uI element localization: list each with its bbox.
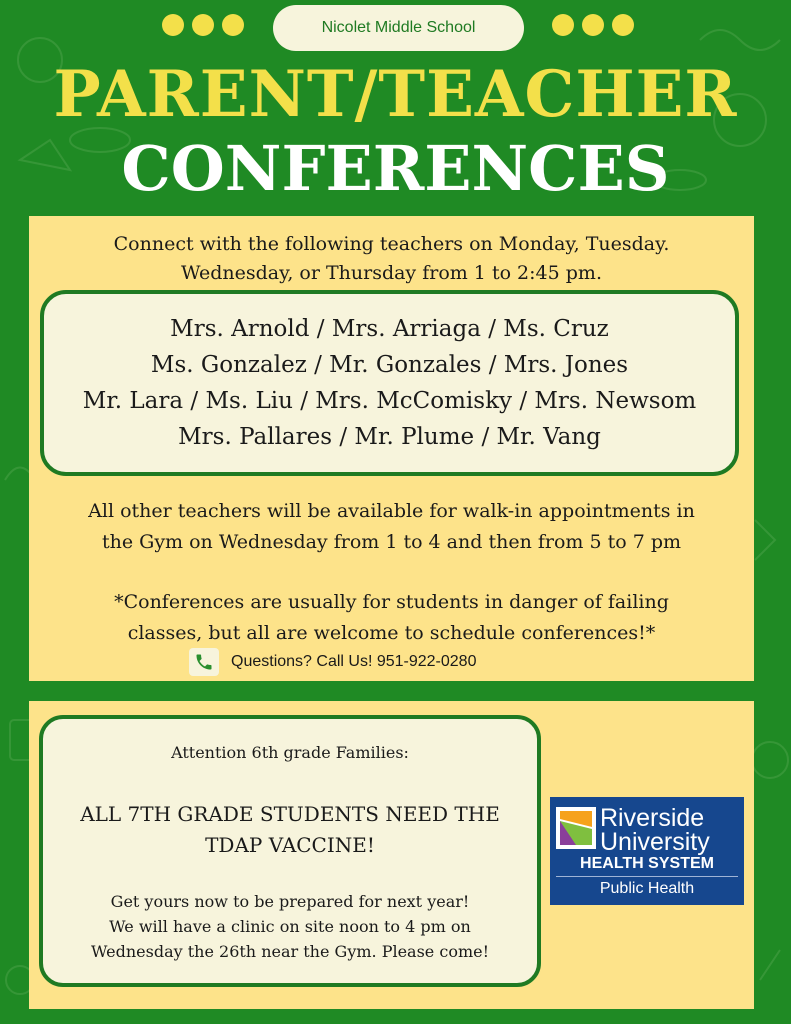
conference-note — [29, 587, 754, 649]
dot — [582, 14, 604, 36]
vaccine-headline-line: ALL 7TH GRADE STUDENTS NEED THE — [80, 802, 500, 826]
logo-text: HEALTH SYSTEM — [580, 855, 714, 872]
school-name-badge: Nicolet Middle School — [273, 5, 524, 51]
logo-text: Public Health — [599, 880, 695, 897]
intro-text — [29, 230, 754, 288]
walkin-text — [29, 496, 754, 558]
logo-mark-icon — [554, 805, 598, 851]
contact-phone-text: Questions? Call Us! 951-922-0280 — [231, 653, 477, 670]
contact-row — [189, 648, 476, 676]
logo-text: Riverside — [600, 804, 705, 832]
dot — [612, 14, 634, 36]
note-line: *Conferences are usually for students in danger of failing — [114, 591, 669, 613]
conference-info-panel — [29, 216, 754, 681]
dot — [162, 14, 184, 36]
dot — [552, 14, 574, 36]
dot — [222, 14, 244, 36]
logo-text: University — [600, 828, 710, 856]
intro-line: Connect with the following teachers on Monday, Tuesday. — [113, 233, 670, 255]
walkin-line: the Gym on Wednesday from 1 to 4 and then from 5 to 7 pm — [101, 531, 682, 553]
note-line: classes, but all are welcome to schedule conferences!* — [127, 622, 656, 644]
teacher-line: Mr. Lara / Ms. Liu / Mrs. McComisky / Mrs. Newsom — [82, 388, 697, 414]
teacher-line: Ms. Gonzalez / Mr. Gonzales / Mrs. Jones — [150, 352, 629, 378]
vaccine-headline-line: TDAP VACCINE! — [205, 833, 375, 857]
teacher-list-box — [40, 290, 739, 476]
title-line-2: CONFERENCES — [121, 132, 670, 205]
vaccine-body-line: Get yours now to be prepared for next year! — [110, 892, 470, 911]
walkin-line: All other teachers will be available for walk-in appointments in — [88, 500, 695, 522]
decorative-dots-right — [552, 14, 634, 36]
vaccine-info-panel — [29, 701, 754, 1009]
title-line-1: PARENT/TEACHER — [53, 57, 738, 132]
vaccine-body — [43, 889, 537, 964]
logo-divider — [556, 876, 738, 877]
intro-line: Wednesday, or Thursday from 1 to 2:45 pm. — [181, 262, 602, 284]
vaccine-headline — [43, 799, 537, 861]
dot — [192, 14, 214, 36]
decorative-dots-left — [162, 14, 244, 36]
vaccine-notice-box — [39, 715, 541, 987]
vaccine-attention: Attention 6th grade Families: — [171, 743, 409, 762]
teacher-line: Mrs. Pallares / Mr. Plume / Mr. Vang — [178, 424, 601, 450]
phone-icon — [189, 648, 219, 676]
riverside-health-logo — [550, 797, 744, 905]
teacher-line: Mrs. Arnold / Mrs. Arriaga / Ms. Cruz — [170, 316, 609, 342]
vaccine-body-line: Wednesday the 26th near the Gym. Please come! — [90, 942, 490, 961]
vaccine-body-line: We will have a clinic on site noon to 4 pm on — [109, 917, 471, 936]
